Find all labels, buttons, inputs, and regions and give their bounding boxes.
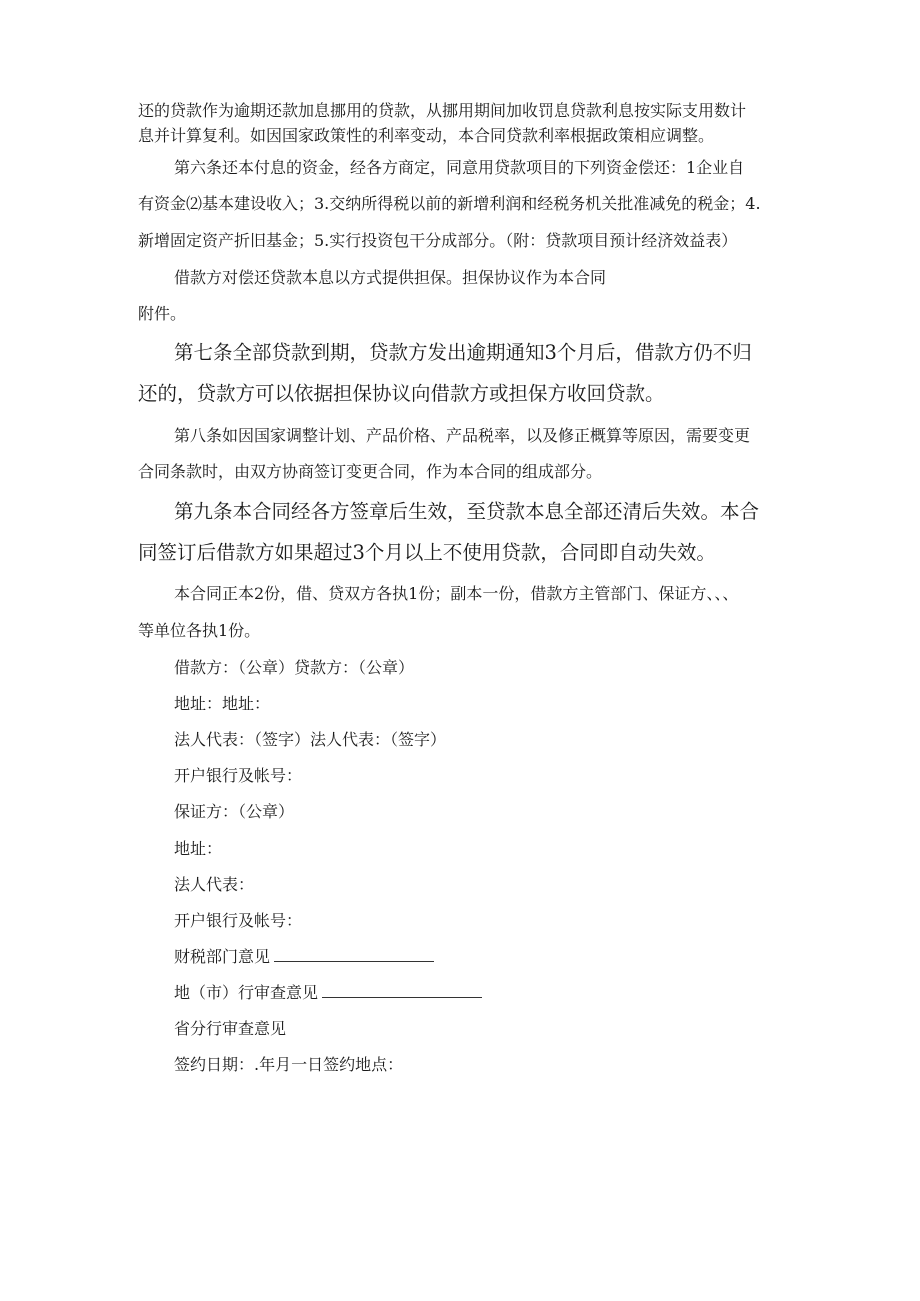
city-bank-opinion-row [174, 980, 482, 1003]
bank-account-1: 开户银行及帐号： [174, 766, 303, 785]
legal-rep-both: 法人代表：（签字）法人代表：（签字） [174, 730, 447, 749]
provincial-bank-opinion: 省分行审查意见 [174, 1019, 287, 1038]
article-6-line-1: 第六条还本付息的资金，经各方商定，同意用贷款项目的下列资金偿还：1企业自 [174, 158, 745, 177]
legal-rep-guarantor: 法人代表： [174, 875, 255, 894]
city-bank-opinion-label: 地（市）行审查意见 [174, 983, 319, 1002]
article-9-line-1: 第九条本合同经各方签章后生效，至贷款本息全部还清后失效。本合 [174, 500, 760, 523]
guarantee-line-1: 借款方对偿还贷款本息以方式提供担保。担保协议作为本合同 [174, 268, 607, 287]
article-8-line-1: 第八条如因国家调整计划、产品价格、产品税率，以及修正概算等原因，需要变更 [174, 426, 751, 445]
paragraph-1-line-2: 息并计算复利。如因国家政策性的利率变动，本合同贷款利率根据政策相应调整。 [138, 126, 715, 145]
paragraph-1-line-1: 还的贷款作为逾期还款加息挪用的贷款，从挪用期间加收罚息贷款利息按实际支用数计 [138, 101, 747, 120]
signing-date-place: 签约日期：.年月一日签约地点： [174, 1055, 404, 1074]
finance-tax-opinion-label: 财税部门意见 [174, 947, 271, 966]
bank-account-2: 开户银行及帐号： [174, 911, 303, 930]
guarantor-seal: 保证方：（公章） [174, 802, 295, 821]
article-8-line-2: 合同条款时，由双方协商签订变更合同，作为本合同的组成部分。 [138, 462, 603, 481]
guarantee-line-2: 附件。 [138, 304, 187, 323]
finance-tax-opinion-blank-line [274, 960, 434, 962]
city-bank-opinion-blank-line [322, 996, 482, 998]
article-6-line-3: 新增固定资产折旧基金；5.实行投资包干分成部分。（附：贷款项目预计经济效益表） [138, 231, 738, 250]
article-7-line-1: 第七条全部贷款到期，贷款方发出逾期通知3个月后，借款方仍不归 [174, 341, 752, 364]
article-7-line-2: 还的，贷款方可以依据担保协议向借款方或担保方收回贷款。 [138, 382, 665, 405]
address-guarantor: 地址： [174, 839, 223, 858]
copies-line-1: 本合同正本2份，借、贷双方各执1份；副本一份，借款方主管部门、保证方、、、 [174, 584, 739, 603]
article-6-line-2: 有资金⑵基本建设收入；3.交纳所得税以前的新增利润和经税务机关批准减免的税金；4. [138, 194, 761, 213]
article-9-line-2: 同签订后借款方如果超过3个月以上不使用贷款，合同即自动失效。 [138, 541, 716, 564]
finance-tax-opinion-row [174, 944, 434, 967]
copies-line-2: 等单位各执1份。 [138, 621, 261, 640]
borrower-lender-seal: 借款方：（公章）贷款方：（公章） [174, 658, 415, 677]
address-both: 地址：地址： [174, 694, 271, 713]
